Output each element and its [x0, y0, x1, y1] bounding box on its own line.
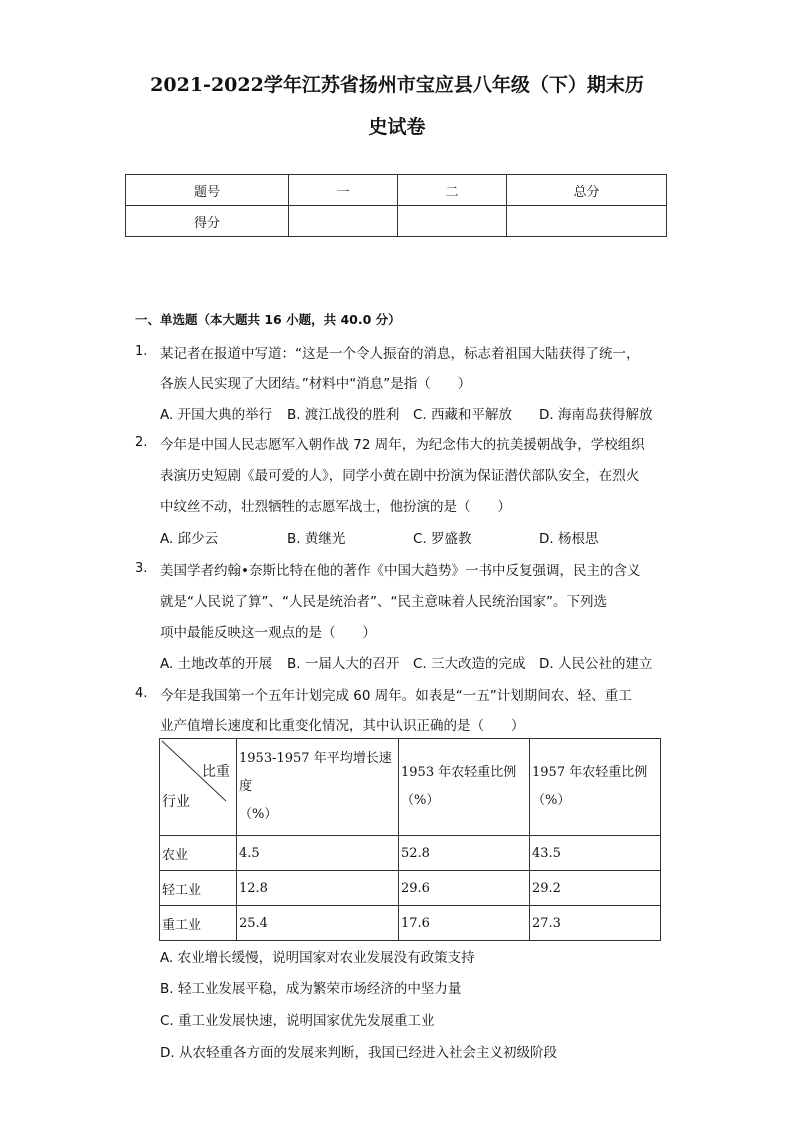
score-cell [398, 206, 507, 237]
question-text: 今年是中国人民志愿军入朝作战 72 周年，为纪念伟大的抗美援朝战争，学校组织 [160, 437, 645, 453]
option-b: B. 渡江战役的胜利 [287, 407, 400, 423]
table-row [160, 871, 661, 906]
option-a: A. 土地改革的开展 [160, 656, 273, 672]
score-header-part2: 二 [398, 175, 507, 206]
header-line: 度 [239, 779, 253, 794]
option-c: C. 西藏和平解放 [413, 407, 513, 423]
score-cell [289, 206, 398, 237]
question-text: 业产值增长速度和比重变化情况，其中认识正确的是（ ） [160, 718, 525, 734]
option-b: B. 黄继光 [287, 531, 346, 547]
option-d: D. 从农轻重各方面的发展来判断，我国已经进入社会主义初级阶段 [160, 1045, 557, 1061]
corner-label-bottom: 行业 [162, 794, 190, 810]
header-line: （%） [239, 807, 278, 822]
question-text: 美国学者约翰•奈斯比特在他的著作《中国大趋势》一书中反复强调，民主的含义 [160, 563, 641, 579]
row-value: 52.8 [399, 836, 530, 871]
question-text: 各族人民实现了大团结。”材料中“消息”是指（ ） [160, 376, 472, 392]
table-row [160, 906, 661, 941]
question-number: 4. [135, 686, 148, 701]
option-d: D. 杨根思 [539, 531, 599, 547]
corner-label-top: 比重 [202, 764, 230, 780]
option-d: D. 海南岛获得解放 [539, 407, 653, 423]
row-value: 4.5 [237, 836, 399, 871]
header-line: 1953-1957 年平均增长速 [239, 751, 392, 766]
question-number: 1. [135, 344, 148, 359]
question-text: 就是“人民说了算”、“人民是统治者”、“民主意味着人民统治国家”。下列选 [160, 594, 607, 610]
question-text: 项中最能反映这一观点的是（ ） [160, 625, 376, 641]
option-a: A. 邱少云 [160, 531, 219, 547]
row-value: 17.6 [399, 906, 530, 941]
header-line: 1957 年农轻重比例 [532, 765, 648, 780]
diagonal-line [160, 739, 236, 835]
question-text: 表演历史短剧《最可爱的人》，同学小黄在剧中扮演为保证潜伏部队安全，在烈火 [160, 468, 640, 484]
exam-title-line2: 史试卷 [368, 116, 426, 138]
option-c: C. 罗盛教 [413, 531, 472, 547]
corner-header [160, 739, 237, 836]
exam-title-line1: 2021-2022学年江苏省扬州市宝应县八年级（下）期末历 [150, 74, 644, 96]
question-number: 2. [135, 435, 148, 450]
option-a: A. 开国大典的举行 [160, 407, 273, 423]
row-value: 27.3 [530, 906, 661, 941]
score-header-part1: 一 [289, 175, 398, 206]
row-name: 重工业 [160, 906, 237, 941]
option-c: C. 重工业发展快速，说明国家优先发展重工业 [160, 1013, 435, 1029]
option-b: B. 一届人大的召开 [287, 656, 400, 672]
question-text: 今年是我国第一个五年计划完成 60 周年。如表是“一五”计划期间农、轻、重工 [160, 688, 632, 704]
option-d: D. 人民公社的建立 [539, 656, 653, 672]
table-header-1957 [530, 739, 661, 836]
question-number: 3. [135, 561, 148, 576]
question-text: 中纹丝不动，壮烈牺牲的志愿军战士，他扮演的是（ ） [160, 499, 511, 515]
score-cell [507, 206, 667, 237]
header-line: 1953 年农轻重比例 [401, 765, 517, 780]
row-value: 25.4 [237, 906, 399, 941]
score-header-item: 题号 [126, 175, 289, 206]
row-value: 43.5 [530, 836, 661, 871]
row-name: 轻工业 [160, 871, 237, 906]
header-line: （%） [532, 793, 571, 808]
header-line: （%） [401, 793, 440, 808]
option-a: A. 农业增长缓慢，说明国家对农业发展没有政策支持 [160, 950, 475, 966]
row-value: 12.8 [237, 871, 399, 906]
score-header-total: 总分 [507, 175, 667, 206]
option-b: B. 轻工业发展平稳，成为繁荣市场经济的中坚力量 [160, 981, 462, 997]
section-heading: 一、单选题（本大题共 16 小题，共 40.0 分） [135, 312, 401, 327]
row-value: 29.6 [399, 871, 530, 906]
table-header-growth [237, 739, 399, 836]
question-text: 某记者在报道中写道：“这是一个令人振奋的消息，标志着祖国大陆获得了统一， [160, 346, 640, 362]
row-name: 农业 [160, 836, 237, 871]
data-table [159, 738, 661, 941]
table-row [160, 836, 661, 871]
table-header-1953 [399, 739, 530, 836]
score-table [125, 174, 667, 237]
option-c: C. 三大改造的完成 [413, 656, 526, 672]
row-value: 29.2 [530, 871, 661, 906]
score-row-label: 得分 [126, 206, 289, 237]
